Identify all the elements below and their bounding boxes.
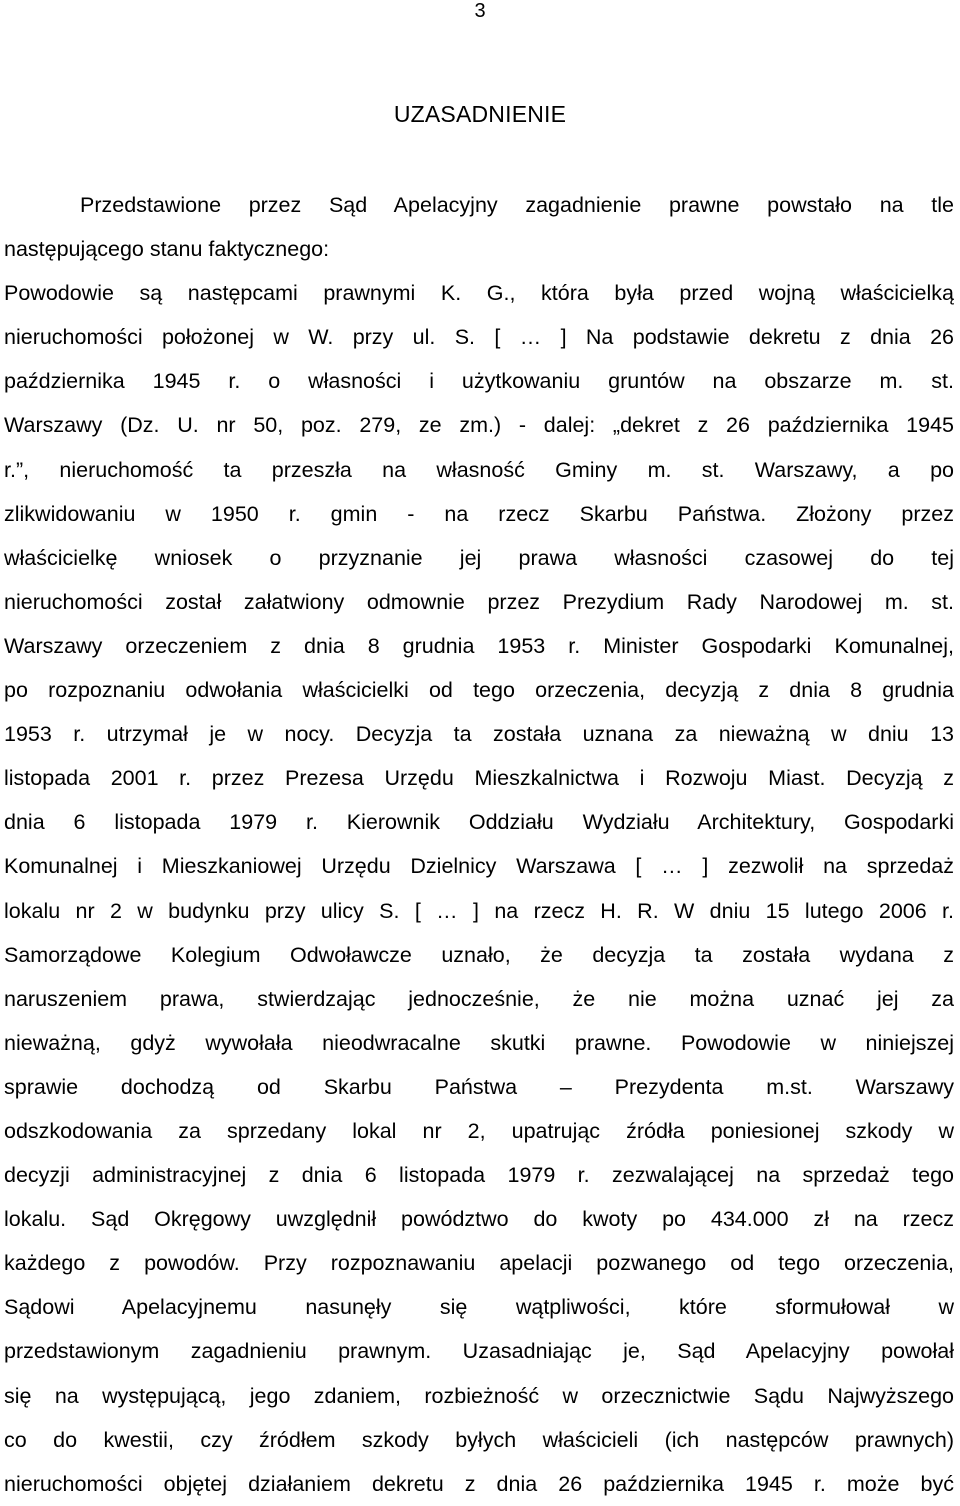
document-body	[4, 183, 954, 1506]
text-line: nieważną, gdyż wywołała nieodwracalne skutki prawne. Powodowie w niniejszej	[4, 1030, 954, 1055]
text-line: każdego z powodów. Przy rozpoznawaniu apelacji pozwanego od tego orzeczenia,	[4, 1251, 954, 1276]
text-line: października 1945 r. o własności i użytkowaniu gruntów na obszarze m. st.	[4, 369, 954, 394]
text-line: nieruchomości położonej w W. przy ul. S. [ … ] Na podstawie dekretu z dnia 26	[4, 325, 954, 350]
text-line: listopada 2001 r. przez Prezesa Urzędu Mieszkalnictwa i Rozwoju Miast. Decyzją z	[4, 766, 954, 791]
text-line: się na występującą, jego zdaniem, rozbieżność w orzecznictwie Sądu Najwyższego	[4, 1383, 954, 1408]
text-line: lokalu nr 2 w budynku przy ulicy S. [ … ] na rzecz H. R. W dniu 15 lutego 2006 r.	[4, 898, 954, 923]
page-title: UZASADNIENIE	[393, 101, 567, 127]
text-line: Warszawy (Dz. U. nr 50, poz. 279, ze zm.) - dalej: „dekret z 26 października 1945	[4, 413, 954, 438]
text-line: sprawie dochodzą od Skarbu Państwa – Prezydenta m.st. Warszawy	[4, 1074, 954, 1099]
text-line: co do kwestii, czy źródłem szkody byłych właścicieli (ich następców prawnych)	[4, 1427, 954, 1452]
text-line: Samorządowe Kolegium Odwoławcze uznało, że decyzja ta została wydana z	[4, 942, 954, 967]
text-line: nieruchomości został załatwiony odmownie przez Prezydium Rady Narodowej m. st.	[4, 589, 954, 614]
text-line: Warszawy orzeczeniem z dnia 8 grudnia 1953 r. Minister Gospodarki Komunalnej,	[4, 633, 954, 658]
text-line: naruszeniem prawa, stwierdzając jednocześnie, że nie można uznać jej za	[4, 986, 954, 1011]
text-line: następującego stanu faktycznego:	[4, 237, 330, 262]
text-line: po rozpoznaniu odwołania właścicielki od tego orzeczenia, decyzją z dnia 8 grudnia	[4, 678, 954, 703]
text-line: zlikwidowaniu w 1950 r. gmin - na rzecz Skarbu Państwa. Złożony przez	[4, 501, 954, 526]
text-line: dnia 6 listopada 1979 r. Kierownik Oddziału Wydziału Architektury, Gospodarki	[4, 810, 954, 835]
paragraph-first-line: Przedstawione przez Sąd Apelacyjny zagadnienie prawne powstało na tle	[80, 193, 954, 217]
text-line: właścicielkę wniosek o przyznanie jej prawa własności czasowej do tej	[4, 545, 954, 570]
text-line: lokalu. Sąd Okręgowy uwzględnił powództwo do kwoty po 434.000 zł na rzecz	[4, 1207, 954, 1232]
text-line: Powodowie są następcami prawnymi K. G., która była przed wojną właścicielką	[4, 281, 954, 306]
text-line: nieruchomości objętej działaniem dekretu z dnia 26 października 1945 r. może być	[4, 1471, 954, 1496]
text-line: Sądowi Apelacyjnemu nasunęły się wątpliwości, które sformułował w	[4, 1295, 954, 1320]
text-line: decyzji administracyjnej z dnia 6 listopada 1979 r. zezwalającej na sprzedaż tego	[4, 1163, 954, 1188]
text-line: odszkodowania za sprzedany lokal nr 2, upatrując źródła poniesionej szkody w	[4, 1118, 954, 1143]
text-line: przedstawionym zagadnieniu prawnym. Uzasadniając je, Sąd Apelacyjny powołał	[4, 1339, 954, 1364]
text-line: r.”, nieruchomość ta przeszła na własność Gminy m. st. Warszawy, a po	[4, 457, 954, 482]
text-line: Komunalnej i Mieszkaniowej Urzędu Dzielnicy Warszawa [ … ] zezwolił na sprzedaż	[4, 854, 954, 879]
text-line: 1953 r. utrzymał je w nocy. Decyzja ta została uznana za nieważną w dniu 13	[4, 722, 954, 747]
page-number: 3	[474, 0, 486, 22]
